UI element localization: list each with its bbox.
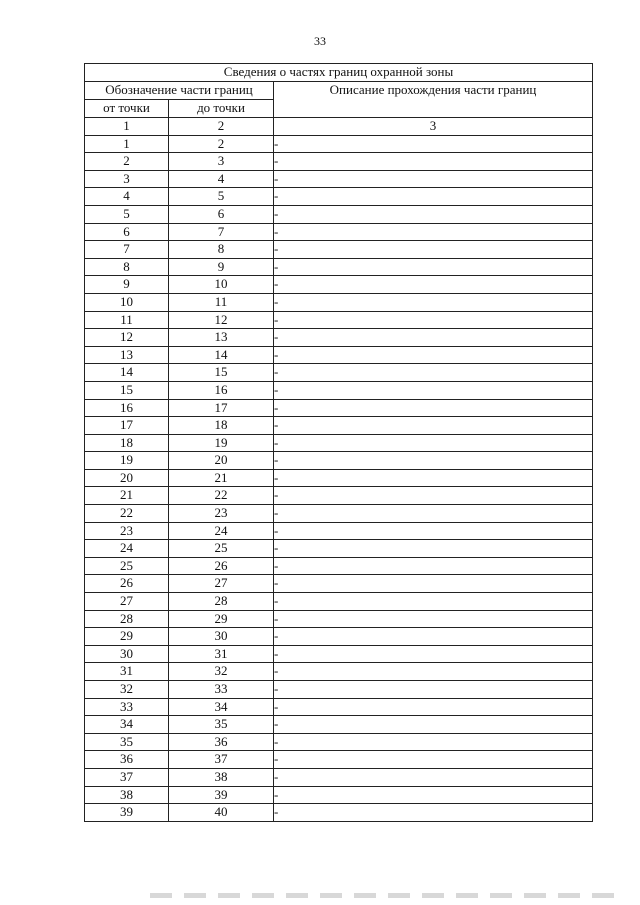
from-point-cell: 27 (85, 593, 169, 611)
description-cell: - (274, 170, 593, 188)
to-point-cell: 35 (169, 716, 274, 734)
table-row (85, 399, 593, 417)
to-point-cell: 15 (169, 364, 274, 382)
table-row (85, 557, 593, 575)
to-point-cell: 37 (169, 751, 274, 769)
to-point-cell: 12 (169, 311, 274, 329)
description-cell: - (274, 311, 593, 329)
to-point-cell: 2 (169, 135, 274, 153)
from-point-cell: 10 (85, 293, 169, 311)
description-cell: - (274, 593, 593, 611)
table-row (85, 469, 593, 487)
table-row (85, 170, 593, 188)
description-cell: - (274, 751, 593, 769)
from-point-cell: 18 (85, 434, 169, 452)
table-row (85, 522, 593, 540)
table-row (85, 505, 593, 523)
to-point-cell: 10 (169, 276, 274, 294)
from-point-cell: 12 (85, 329, 169, 347)
table-row (85, 241, 593, 259)
description-cell: - (274, 733, 593, 751)
description-cell: - (274, 346, 593, 364)
table-row (85, 786, 593, 804)
table-row (85, 593, 593, 611)
from-point-cell: 5 (85, 205, 169, 223)
to-point-cell: 3 (169, 153, 274, 171)
column-index: 3 (274, 118, 593, 136)
to-point-cell: 20 (169, 452, 274, 470)
from-point-cell: 34 (85, 716, 169, 734)
to-point-cell: 25 (169, 540, 274, 558)
description-cell: - (274, 276, 593, 294)
from-point-cell: 24 (85, 540, 169, 558)
from-point-cell: 19 (85, 452, 169, 470)
table-row (85, 628, 593, 646)
from-point-cell: 13 (85, 346, 169, 364)
description-cell: - (274, 329, 593, 347)
from-point-cell: 35 (85, 733, 169, 751)
description-cell: - (274, 135, 593, 153)
from-point-cell: 22 (85, 505, 169, 523)
table-row (85, 135, 593, 153)
description-cell: - (274, 205, 593, 223)
from-point-cell: 39 (85, 804, 169, 822)
from-point-cell: 21 (85, 487, 169, 505)
from-point-cell: 20 (85, 469, 169, 487)
table-caption: Сведения о частях границ охранной зоны (85, 64, 593, 82)
to-point-cell: 9 (169, 258, 274, 276)
to-point-cell: 26 (169, 557, 274, 575)
to-point-cell: 8 (169, 241, 274, 259)
description-cell: - (274, 610, 593, 628)
from-point-cell: 36 (85, 751, 169, 769)
description-cell: - (274, 557, 593, 575)
to-point-cell: 29 (169, 610, 274, 628)
from-point-cell: 38 (85, 786, 169, 804)
to-point-cell: 33 (169, 681, 274, 699)
from-point-cell: 14 (85, 364, 169, 382)
description-cell: - (274, 469, 593, 487)
description-cell: - (274, 417, 593, 435)
table-row (85, 276, 593, 294)
table-row (85, 716, 593, 734)
table-row (85, 733, 593, 751)
from-point-cell: 1 (85, 135, 169, 153)
to-point-cell: 40 (169, 804, 274, 822)
table-row (85, 698, 593, 716)
to-point-cell: 32 (169, 663, 274, 681)
from-point-cell: 8 (85, 258, 169, 276)
table-row (85, 417, 593, 435)
description-cell: - (274, 505, 593, 523)
to-point-cell: 7 (169, 223, 274, 241)
table-row (85, 364, 593, 382)
page-number: 33 (314, 34, 326, 48)
from-point-cell: 37 (85, 768, 169, 786)
to-point-cell: 34 (169, 698, 274, 716)
table-row (85, 293, 593, 311)
description-cell: - (274, 434, 593, 452)
to-point-cell: 24 (169, 522, 274, 540)
to-point-cell: 28 (169, 593, 274, 611)
description-cell: - (274, 786, 593, 804)
from-point-cell: 16 (85, 399, 169, 417)
to-point-cell: 14 (169, 346, 274, 364)
table-row (85, 540, 593, 558)
from-point-cell: 11 (85, 311, 169, 329)
description-cell: - (274, 258, 593, 276)
to-point-cell: 11 (169, 293, 274, 311)
from-point-cell: 29 (85, 628, 169, 646)
to-point-cell: 17 (169, 399, 274, 417)
description-cell: - (274, 188, 593, 206)
description-cell: - (274, 223, 593, 241)
table-row (85, 205, 593, 223)
table-row (85, 645, 593, 663)
from-point-cell: 30 (85, 645, 169, 663)
from-point-cell: 26 (85, 575, 169, 593)
to-point-cell: 21 (169, 469, 274, 487)
table-row (85, 329, 593, 347)
table-row (85, 452, 593, 470)
from-point-cell: 3 (85, 170, 169, 188)
table-row (85, 434, 593, 452)
description-cell: - (274, 628, 593, 646)
table-row (85, 188, 593, 206)
description-cell: - (274, 293, 593, 311)
description-cell: - (274, 575, 593, 593)
to-point-cell: 6 (169, 205, 274, 223)
description-header: Описание прохождения части границ (274, 82, 593, 118)
from-point-cell: 2 (85, 153, 169, 171)
to-point-cell: 13 (169, 329, 274, 347)
description-cell: - (274, 681, 593, 699)
from-point-cell: 9 (85, 276, 169, 294)
to-point-cell: 5 (169, 188, 274, 206)
table-row (85, 768, 593, 786)
description-cell: - (274, 663, 593, 681)
table-row (85, 663, 593, 681)
from-point-cell: 6 (85, 223, 169, 241)
description-cell: - (274, 804, 593, 822)
from-point-header: от точки (85, 100, 169, 118)
description-cell: - (274, 241, 593, 259)
description-cell: - (274, 364, 593, 382)
description-cell: - (274, 716, 593, 734)
to-point-cell: 30 (169, 628, 274, 646)
description-cell: - (274, 381, 593, 399)
to-point-cell: 19 (169, 434, 274, 452)
group-header: Обозначение части границ (85, 82, 274, 100)
description-cell: - (274, 399, 593, 417)
description-cell: - (274, 522, 593, 540)
table-row (85, 258, 593, 276)
table-row (85, 223, 593, 241)
from-point-cell: 15 (85, 381, 169, 399)
from-point-cell: 17 (85, 417, 169, 435)
description-cell: - (274, 487, 593, 505)
boundary-parts-table (84, 63, 593, 822)
from-point-cell: 33 (85, 698, 169, 716)
from-point-cell: 23 (85, 522, 169, 540)
to-point-cell: 4 (169, 170, 274, 188)
description-cell: - (274, 452, 593, 470)
table-row (85, 381, 593, 399)
from-point-cell: 28 (85, 610, 169, 628)
to-point-cell: 38 (169, 768, 274, 786)
to-point-cell: 23 (169, 505, 274, 523)
from-point-cell: 7 (85, 241, 169, 259)
description-cell: - (274, 698, 593, 716)
table-row (85, 153, 593, 171)
table-row (85, 575, 593, 593)
from-point-cell: 32 (85, 681, 169, 699)
description-cell: - (274, 768, 593, 786)
to-point-header: до точки (169, 100, 274, 118)
to-point-cell: 27 (169, 575, 274, 593)
from-point-cell: 25 (85, 557, 169, 575)
description-cell: - (274, 540, 593, 558)
table-body (85, 135, 593, 821)
to-point-cell: 18 (169, 417, 274, 435)
from-point-cell: 4 (85, 188, 169, 206)
to-point-cell: 16 (169, 381, 274, 399)
table-row (85, 487, 593, 505)
table-row (85, 311, 593, 329)
column-index: 2 (169, 118, 274, 136)
table-row (85, 804, 593, 822)
description-cell: - (274, 645, 593, 663)
table-row (85, 346, 593, 364)
to-point-cell: 31 (169, 645, 274, 663)
faded-footer-text (150, 893, 620, 898)
to-point-cell: 36 (169, 733, 274, 751)
table-row (85, 751, 593, 769)
to-point-cell: 39 (169, 786, 274, 804)
to-point-cell: 22 (169, 487, 274, 505)
description-cell: - (274, 153, 593, 171)
table-row (85, 610, 593, 628)
column-index: 1 (85, 118, 169, 136)
from-point-cell: 31 (85, 663, 169, 681)
table-row (85, 681, 593, 699)
